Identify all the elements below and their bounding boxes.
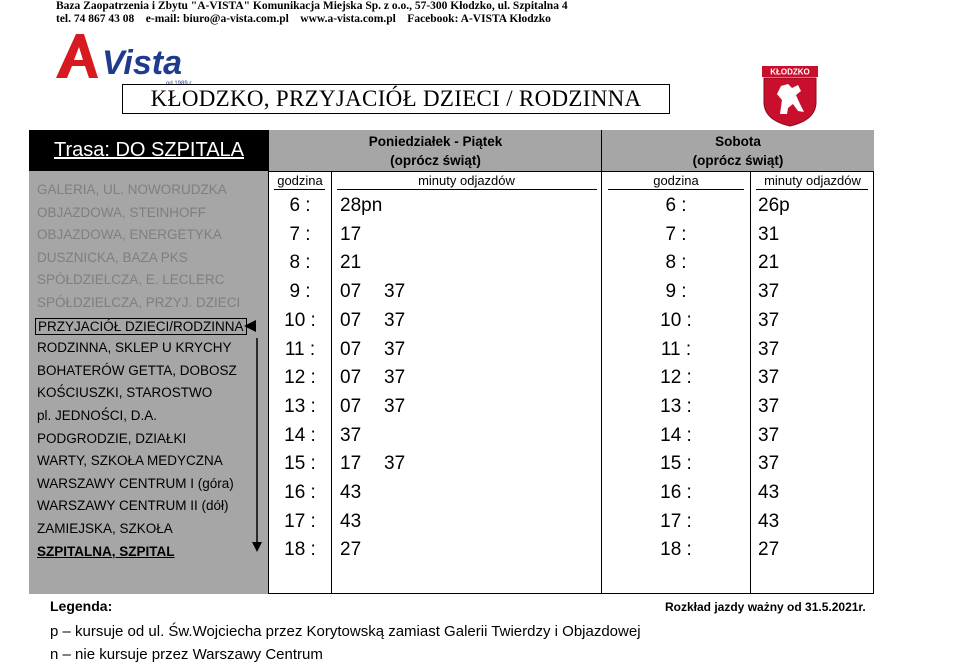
saturday-minute: 21: [758, 252, 780, 274]
weekday-hour: 13 :: [284, 395, 316, 417]
saturday-minutes-header: minuty odjazdów: [764, 173, 861, 188]
direction-arrow-icon: [250, 338, 264, 554]
stop-item: OBJAZDOWA, ENERGETYKA: [37, 227, 222, 243]
saturday-hour: 7 :: [665, 223, 687, 245]
saturday-minute: 37: [758, 367, 780, 389]
company-address: Baza Zaopatrzenia i Zbytu "A-VISTA" Komunikacja Miejska Sp. z o.o., 57-300 Kłodzko, ul. Szpitalna 4: [56, 0, 568, 12]
saturday-minute: 37: [758, 281, 780, 303]
weekday-minute: 37: [384, 395, 406, 417]
saturday-hour: 13 :: [660, 395, 692, 417]
saturday-hour: 12 :: [660, 367, 692, 389]
stop-item: KOŚCIUSZKI, STAROSTWO: [37, 385, 213, 401]
saturday-minute: 31: [758, 223, 780, 245]
stop-item: SZPITALNA, SZPITAL: [37, 543, 175, 559]
saturday-hour: 10 :: [660, 309, 692, 331]
weekday-hour: 11 :: [284, 338, 316, 360]
saturday-hour-header: godzina: [653, 173, 699, 188]
stop-item: WARTY, SZKOŁA MEDYCZNA: [37, 453, 223, 469]
saturday-hour: 15 :: [660, 453, 692, 475]
weekday-hour: 6 :: [289, 195, 311, 216]
weekday-minute: 37: [384, 338, 406, 360]
weekday-hour: 10 :: [284, 309, 316, 331]
weekday-minute: 37: [340, 424, 362, 446]
saturday-minute: 37: [758, 395, 780, 417]
saturday-minute: 37: [758, 453, 780, 475]
weekday-minute: 37: [384, 281, 406, 303]
weekday-minute: 07: [340, 367, 362, 389]
valid-from: Rozkład jazdy ważny od 31.5.2021r.: [665, 600, 866, 614]
saturday-minute: 43: [758, 510, 780, 532]
saturday-minute: 43: [758, 482, 780, 503]
weekday-minute: 07: [340, 395, 362, 417]
divider: [750, 171, 751, 594]
saturday-hour: 6 :: [665, 195, 687, 216]
saturday-hour: 9 :: [665, 281, 687, 303]
divider: [337, 189, 597, 190]
stop-item: SPÓŁDZIELCZA, E. LECLERC: [37, 272, 225, 288]
weekday-hour: 7 :: [289, 223, 311, 245]
weekday-hour: 15 :: [284, 453, 316, 475]
stop-item: WARSZAWY CENTRUM II (dół): [37, 498, 229, 514]
weekday-minute: 28pn: [340, 195, 383, 216]
weekday-minute: 43: [340, 482, 362, 503]
weekday-hour: 14 :: [284, 424, 316, 446]
legend-item-p: p – kursuje od ul. Św.Wojciecha przez Korytowską zamiast Galerii Twierdzy i Objazdowej: [50, 623, 641, 640]
weekday-minute: 37: [384, 367, 406, 389]
weekday-hour: 17 :: [284, 510, 316, 532]
current-stop-marker-icon: [244, 320, 256, 332]
legend-title: Legenda:: [50, 598, 113, 614]
saturday-minute: 27: [758, 539, 780, 561]
stop-item: SPÓŁDZIELCZA, PRZYJ. DZIECI: [37, 295, 241, 310]
avista-logo: [54, 30, 214, 90]
weekday-subtitle: (oprócz świąt): [390, 153, 481, 168]
weekday-minute: 17: [340, 223, 362, 245]
weekday-hour: 16 :: [284, 482, 316, 503]
saturday-minute: 37: [758, 424, 780, 446]
company-contacts: tel. 74 867 43 08 e-mail: biuro@a-vista.com.pl www.a-vista.com.pl Facebook: A-VISTA Kłodzko: [56, 13, 551, 25]
weekday-hour: 8 :: [289, 252, 311, 274]
weekday-minute: 37: [384, 309, 406, 331]
stop-item: pl. JEDNOŚCI, D.A.: [37, 408, 158, 423]
weekday-minute: 07: [340, 338, 362, 360]
saturday-minute: 37: [758, 309, 780, 331]
saturday-hour: 8 :: [665, 252, 687, 274]
weekday-minutes-header: minuty odjazdów: [418, 173, 515, 188]
divider: [269, 171, 874, 172]
stop-item: OBJAZDOWA, STEINHOFF: [37, 204, 207, 220]
stop-item: GALERIA, UL. NOWORUDZKA: [37, 182, 227, 197]
stop-item: RODZINNA, SKLEP U KRYCHY: [37, 340, 232, 356]
saturday-minute: 26p: [758, 195, 790, 216]
weekday-minute: 07: [340, 309, 362, 331]
logo-subtext: od 1989 r.: [166, 81, 193, 87]
saturday-hour: 18 :: [660, 539, 692, 561]
weekday-minute: 37: [384, 453, 406, 475]
weekday-hour: 12 :: [284, 367, 316, 389]
weekday-title: Poniedziałek - Piątek: [368, 134, 503, 149]
weekday-minute: 27: [340, 539, 362, 561]
stop-item: BOHATERÓW GETTA, DOBOSZ: [37, 362, 237, 378]
route-title: Trasa: DO SZPITALA: [29, 130, 269, 171]
stop-item: DUSZNICKA, BAZA PKS: [37, 249, 188, 265]
weekday-header: [269, 130, 602, 171]
saturday-hour: 16 :: [660, 482, 692, 503]
divider: [608, 189, 744, 190]
saturday-subtitle: (oprócz świąt): [692, 153, 784, 168]
weekday-minute: 17: [340, 453, 362, 475]
weekday-minute: 07: [340, 281, 362, 303]
stop-item: ZAMIEJSKA, SZKOŁA: [37, 521, 173, 536]
klodzko-crest-icon: [760, 64, 820, 128]
divider: [756, 189, 868, 190]
divider: [274, 189, 325, 190]
divider: [331, 171, 332, 594]
current-stop: PRZYJACIÓŁ DZIECI/RODZINNA: [35, 318, 247, 335]
saturday-header: [602, 130, 874, 171]
saturday-title: Sobota: [715, 134, 761, 149]
weekday-hour: 9 :: [289, 281, 311, 303]
saturday-minute: 37: [758, 338, 780, 360]
weekday-hour-header: godzina: [277, 173, 323, 188]
weekday-hour: 18 :: [284, 539, 316, 561]
saturday-hour: 14 :: [660, 424, 692, 446]
page-title: KŁODZKO, PRZYJACIÓŁ DZIECI / RODZINNA: [122, 84, 670, 114]
stop-item: WARSZAWY CENTRUM I (góra): [37, 475, 234, 491]
crest-label: KŁODZKO: [770, 67, 810, 77]
logo-wordmark: Vista: [102, 44, 183, 82]
saturday-hour: 11 :: [660, 338, 692, 360]
weekday-minute: 21: [340, 252, 362, 274]
legend-item-n: n – nie kursuje przez Warszawy Centrum: [50, 646, 323, 663]
weekday-minute: 43: [340, 510, 362, 532]
stop-item: PODGRODZIE, DZIAŁKI: [37, 430, 187, 446]
saturday-hour: 17 :: [660, 510, 692, 532]
